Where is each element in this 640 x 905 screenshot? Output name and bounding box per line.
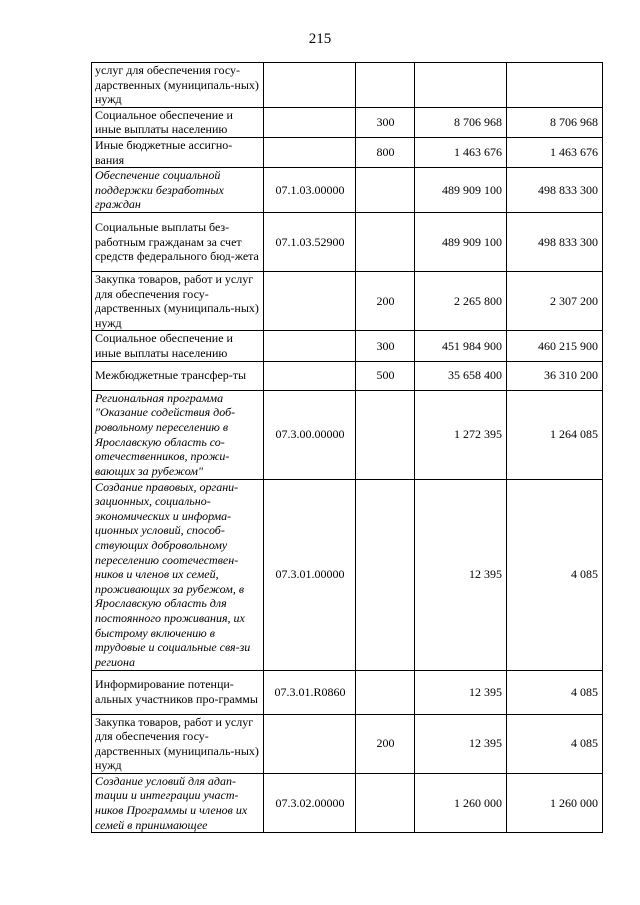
row-expense-kind-cell — [356, 479, 415, 670]
row-code-cell: 07.3.01.R0860 — [264, 670, 356, 714]
row-amount-year1-cell: 12 395 — [415, 670, 507, 714]
row-code-cell: 07.1.03.52900 — [264, 212, 356, 271]
row-expense-kind-cell: 500 — [356, 361, 415, 390]
row-name-cell: Закупка товаров, работ и услуг для обеспечения госу-дарственных (муниципаль-ных) нужд — [92, 714, 264, 773]
row-name-cell: Информирование потенци-альных участников про-граммы — [92, 670, 264, 714]
budget-table — [91, 62, 603, 833]
row-code-cell — [264, 63, 356, 108]
table-row — [92, 168, 603, 213]
table-row — [92, 107, 603, 137]
row-amount-year1-cell: 12 395 — [415, 714, 507, 773]
row-expense-kind-cell — [356, 168, 415, 213]
row-amount-year2-cell: 4 085 — [507, 670, 603, 714]
row-name-cell: Социальные выплаты без-работным гражданам за счет средств федерального бюд-жета — [92, 212, 264, 271]
row-amount-year1-cell: 1 463 676 — [415, 137, 507, 167]
row-code-cell: 07.3.00.00000 — [264, 390, 356, 479]
row-expense-kind-cell — [356, 670, 415, 714]
row-name-cell: Обеспечение социальной поддержки безработных граждан — [92, 168, 264, 213]
row-amount-year2-cell: 1 260 000 — [507, 773, 603, 832]
row-code-cell: 07.3.02.00000 — [264, 773, 356, 832]
table-row — [92, 137, 603, 167]
row-name-cell: Социальное обеспечение и иные выплаты населению — [92, 331, 264, 361]
row-expense-kind-cell: 300 — [356, 107, 415, 137]
row-expense-kind-cell: 300 — [356, 331, 415, 361]
row-amount-year2-cell: 1 264 085 — [507, 390, 603, 479]
row-code-cell — [264, 361, 356, 390]
table-row — [92, 212, 603, 271]
row-code-cell — [264, 107, 356, 137]
row-amount-year1-cell: 2 265 800 — [415, 271, 507, 330]
row-amount-year2-cell: 1 463 676 — [507, 137, 603, 167]
table-row — [92, 331, 603, 361]
row-code-cell: 07.3.01.00000 — [264, 479, 356, 670]
row-expense-kind-cell — [356, 390, 415, 479]
row-code-cell — [264, 331, 356, 361]
row-amount-year1-cell: 1 260 000 — [415, 773, 507, 832]
row-amount-year2-cell: 2 307 200 — [507, 271, 603, 330]
table-row — [92, 271, 603, 330]
row-amount-year2-cell: 4 085 — [507, 714, 603, 773]
row-amount-year1-cell: 8 706 968 — [415, 107, 507, 137]
row-expense-kind-cell — [356, 773, 415, 832]
row-amount-year2-cell: 498 833 300 — [507, 168, 603, 213]
table-row — [92, 773, 603, 832]
row-name-cell: услуг для обеспечения госу-дарственных (муниципаль-ных) нужд — [92, 63, 264, 108]
budget-table-body — [92, 63, 603, 833]
row-amount-year2-cell: 460 215 900 — [507, 331, 603, 361]
row-amount-year1-cell: 451 984 900 — [415, 331, 507, 361]
table-row — [92, 361, 603, 390]
row-name-cell: Создание правовых, органи-зационных, социально-экономических и информа-ционных условий, способ-ствующих добровольному переселению соотечествен-ников и членов их семей, проживающих за рубежом, в Ярославскую область для постоянного проживания, их быстрому включению в трудовые и социальные свя-зи региона — [92, 479, 264, 670]
row-amount-year2-cell: 4 085 — [507, 479, 603, 670]
row-name-cell: Иные бюджетные ассигно-вания — [92, 137, 264, 167]
row-name-cell: Создание условий для адап-тации и интеграции участ-ников Программы и членов их семей в принимающее — [92, 773, 264, 832]
table-row — [92, 390, 603, 479]
row-amount-year2-cell: 8 706 968 — [507, 107, 603, 137]
row-expense-kind-cell: 200 — [356, 714, 415, 773]
table-row — [92, 714, 603, 773]
row-code-cell: 07.1.03.00000 — [264, 168, 356, 213]
row-amount-year1-cell: 12 395 — [415, 479, 507, 670]
table-row — [92, 479, 603, 670]
row-amount-year1-cell: 35 658 400 — [415, 361, 507, 390]
row-amount-year2-cell — [507, 63, 603, 108]
row-amount-year1-cell — [415, 63, 507, 108]
row-expense-kind-cell — [356, 63, 415, 108]
row-expense-kind-cell: 800 — [356, 137, 415, 167]
row-amount-year2-cell: 498 833 300 — [507, 212, 603, 271]
row-name-cell: Социальное обеспечение и иные выплаты населению — [92, 107, 264, 137]
row-amount-year1-cell: 489 909 100 — [415, 212, 507, 271]
row-expense-kind-cell — [356, 212, 415, 271]
row-name-cell: Региональная программа "Оказание содействия доб-ровольному переселению в Ярославскую область со-отечественников, прожи-вающих за рубежом" — [92, 390, 264, 479]
row-name-cell: Закупка товаров, работ и услуг для обеспечения госу-дарственных (муниципаль-ных) нужд — [92, 271, 264, 330]
row-name-cell: Межбюджетные трансфер-ты — [92, 361, 264, 390]
row-code-cell — [264, 137, 356, 167]
row-amount-year1-cell: 489 909 100 — [415, 168, 507, 213]
table-row — [92, 670, 603, 714]
row-amount-year2-cell: 36 310 200 — [507, 361, 603, 390]
row-code-cell — [264, 271, 356, 330]
page-number: 215 — [308, 31, 332, 47]
row-expense-kind-cell: 200 — [356, 271, 415, 330]
table-row — [92, 63, 603, 108]
row-amount-year1-cell: 1 272 395 — [415, 390, 507, 479]
row-code-cell — [264, 714, 356, 773]
